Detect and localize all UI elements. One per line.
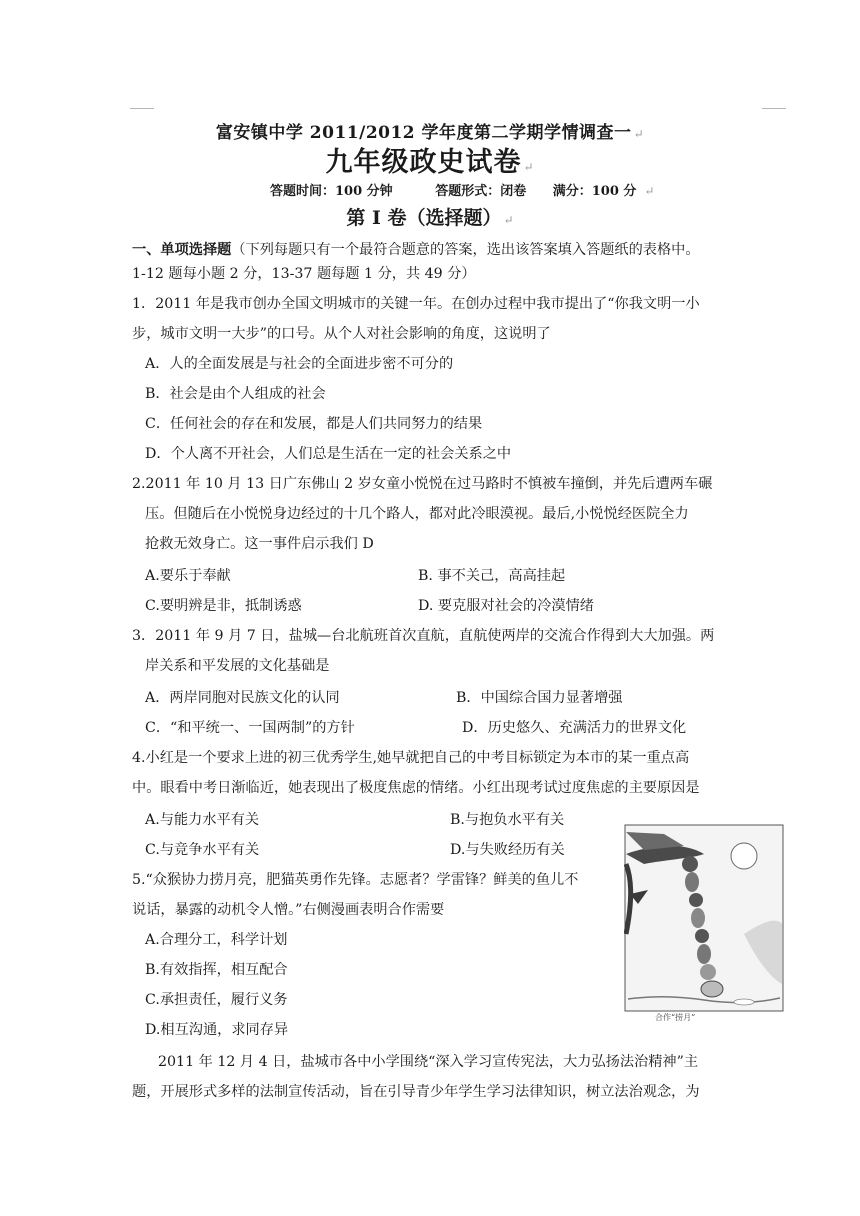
- exam-title: 九年级政史试卷 ↵: [325, 147, 535, 178]
- question-2-option-d: D. 要克服对社会的冷漠情绪: [418, 598, 594, 614]
- question-4-stem: 中。眼看中考日渐临近，她表现出了极度焦虑的情绪。小红出现考试过度焦虑的主要原因是: [132, 780, 700, 796]
- question-4-option-b: B.与抱负水平有关: [450, 812, 565, 828]
- question-3-option-d: D．历史悠久、充满活力的世界文化: [462, 720, 687, 736]
- question-4-option-a: A.与能力水平有关: [145, 812, 260, 828]
- question-1-stem: 1．2011 年是我市创办全国文明城市的关键一年。在创办过程中我市提出了“你我文明一小: [132, 296, 700, 312]
- question-5-stem: 说话，暴露的动机令人憎。”右侧漫画表明合作需要: [132, 902, 445, 918]
- question-5-option-a: A.合理分工，科学计划: [145, 932, 288, 948]
- question-1-stem: 步，城市文明一大步”的口号。从个人对社会影响的角度，这说明了: [132, 326, 551, 342]
- question-5-option-b: B.有效指挥，相互配合: [145, 962, 288, 978]
- question-2-stem: 2.2011 年 10 月 13 日广东佛山 2 岁女童小悦悦在过马路时不慎被车撞倒，并先后遭两车碾: [132, 476, 713, 492]
- question-4-option-c: C.与竞争水平有关: [145, 842, 260, 858]
- question-1-option-a: A．人的全面发展是与社会的全面进步密不可分的: [145, 356, 454, 372]
- left-corner-mark: [130, 108, 154, 109]
- question-2-stem: 压。但随后在小悦悦身边经过的十几个路人，都对此冷眼漠视。最后,小悦悦经医院全力: [145, 506, 689, 522]
- question-3-stem: 3．2011 年 9 月 7 日，盐城—台北航班首次直航，直航使两岸的交流合作得到大大加强。两: [132, 628, 715, 644]
- question-2-stem: 抢救无效身亡。这一事件启示我们 D: [145, 536, 374, 552]
- instructions-heading: 一、单项选择题: [132, 242, 232, 258]
- question-5-option-d: D.相互沟通，求同存异: [145, 1022, 289, 1038]
- question-2-option-a: A.要乐于奉献: [145, 568, 231, 584]
- question-3-option-c: C．“和平统一、一国两制”的方针: [145, 720, 355, 736]
- question-3-stem: 岸关系和平发展的文化基础是: [145, 658, 330, 674]
- question-4-option-d: D.与失败经历有关: [450, 842, 565, 858]
- school-title: 富安镇中学 2011/2012 学年度第二学期学情调查一 ↵: [215, 123, 645, 143]
- section-title: 第 I 卷（选择题） ↵: [346, 207, 514, 229]
- time-label: 答题时间：100 分钟: [270, 184, 393, 199]
- exam-info: 答题时间：100 分钟 答题形式：闭卷 满分：100 分 ↵: [270, 184, 655, 199]
- passage-line: 题，开展形式多样的法制宣传活动，旨在引导青少年学生学习法律知识，树立法治观念，为: [132, 1084, 700, 1100]
- form-label: 答题形式：闭卷: [435, 184, 527, 199]
- question-1-option-b: B．社会是由个人组成的社会: [145, 386, 326, 402]
- passage-line: 2011 年 12 月 4 日，盐城市各中小学围绕“深入学习宣传宪法，大力弘扬法治精神”主: [158, 1054, 699, 1070]
- question-3-option-b: B．中国综合国力显著增强: [456, 690, 623, 706]
- question-2-option-b: B. 事不关己，高高挂起: [418, 568, 566, 584]
- question-2-option-c: C.要明辨是非，抵制诱惑: [145, 598, 302, 614]
- question-4-stem: 4.小红是一个要求上进的初三优秀学生,她早就把自己的中考目标锁定为本市的某一重点高: [132, 750, 690, 766]
- question-3-option-a: A．两岸同胞对民族文化的认同: [145, 690, 340, 706]
- cartoon-caption: 合作“捞月”: [655, 1013, 696, 1022]
- question-5-option-c: C.承担责任，履行义务: [145, 992, 288, 1008]
- instructions-line-2: 1-12 题每小题 2 分，13-37 题每题 1 分，共 49 分）: [132, 266, 476, 282]
- instructions-line-1: 一、单项选择题（下列每题只有一个最符合题意的答案，选出该答案填入答题纸的表格中。: [132, 242, 700, 258]
- question-5-stem: 5.“众猴协力捞月亮，肥猫英勇作先锋。志愿者？学雷锋？鲜美的鱼儿不: [132, 872, 579, 888]
- monkeys-fishing-moon-cartoon-icon: [624, 824, 784, 1034]
- question-1-option-c: C．任何社会的存在和发展，都是人们共同努力的结果: [145, 416, 483, 432]
- right-corner-mark: [762, 108, 786, 109]
- question-1-option-d: D．个人离不开社会，人们总是生活在一定的社会关系之中: [145, 446, 512, 462]
- score-label: 满分：100 分: [552, 184, 637, 199]
